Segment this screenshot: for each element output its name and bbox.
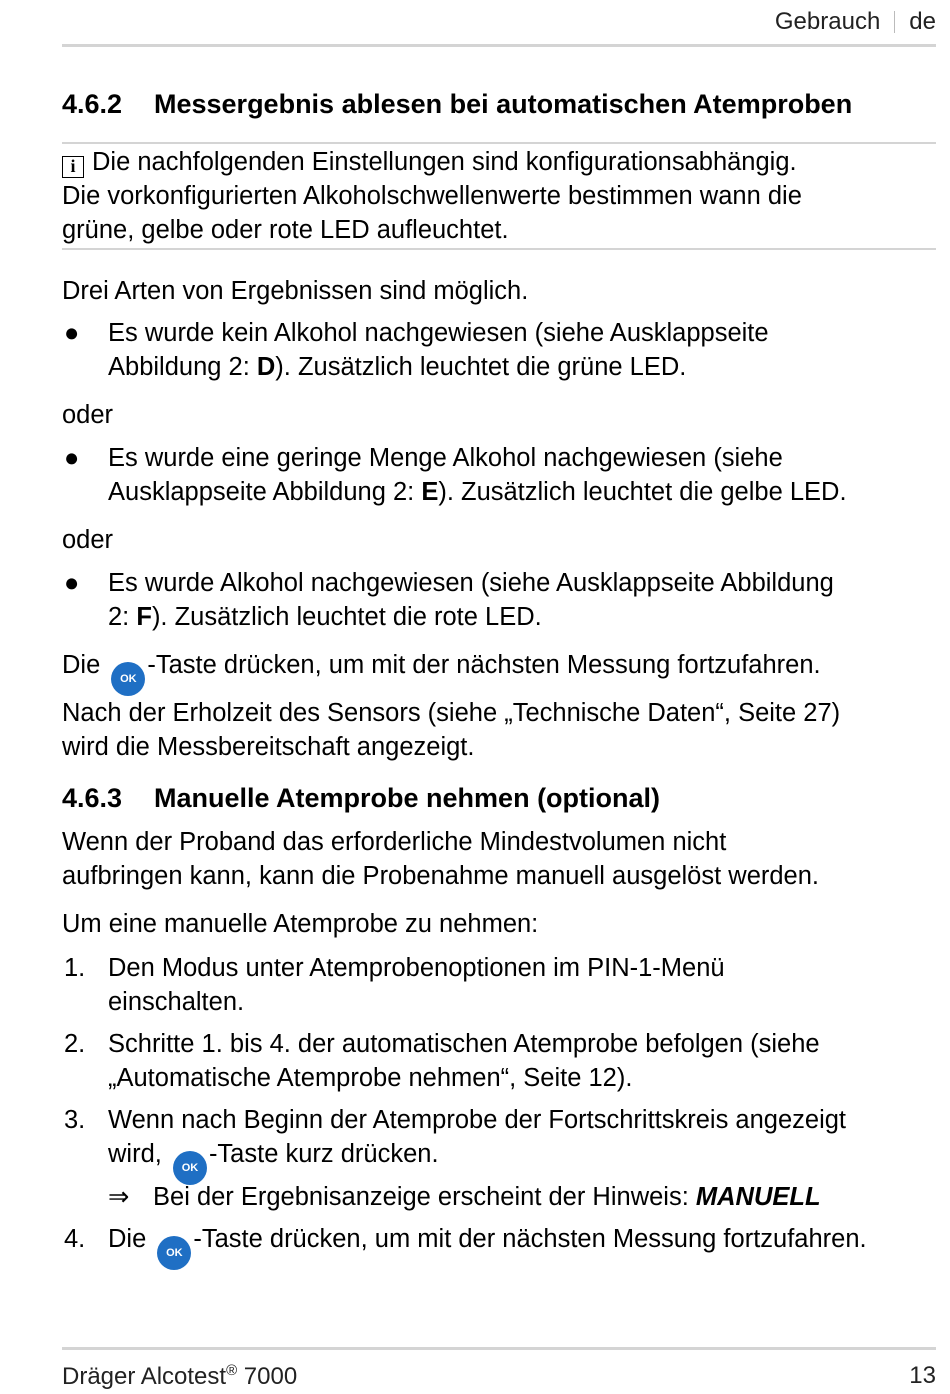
- result-arrow-icon: ⇒: [108, 1183, 130, 1211]
- result-text: Bei der Ergebnisanzeige erscheint der Hinweis:: [153, 1183, 696, 1211]
- results-intro: Drei Arten von Ergebnissen sind möglich.: [62, 277, 529, 305]
- instruction-text: Die: [62, 651, 101, 679]
- header-language: de: [909, 8, 936, 35]
- bullet-text: ). Zusätzlich leuchtet die rote LED.: [151, 603, 542, 631]
- section-heading-462: [62, 89, 852, 120]
- manual-paragraph: [62, 825, 936, 893]
- step-line: „Automatische Atemprobe nehmen“, Seite 12).: [108, 1064, 633, 1092]
- step-line: Schritte 1. bis 4. der automatischen Atemprobe befolgen (siehe: [108, 1030, 820, 1058]
- bullet-text: ). Zusätzlich leuchtet die grüne LED.: [275, 353, 687, 381]
- registered-mark: ®: [226, 1362, 238, 1379]
- bullet-text: 2:: [108, 603, 137, 631]
- figure-letter: E: [421, 478, 439, 506]
- note-line: Die vorkonfigurierten Alkoholschwellenwerte bestimmen wann die: [62, 182, 802, 210]
- steps-intro: Um eine manuelle Atemprobe zu nehmen:: [62, 910, 539, 938]
- bullet-marker: ●: [64, 569, 80, 597]
- step-line: Wenn nach Beginn der Atemprobe der Fortschrittskreis angezeigt: [108, 1106, 847, 1134]
- paragraph-line: aufbringen kann, kann die Probenahme manuell ausgelöst werden.: [62, 862, 820, 890]
- ok-key-icon: OK: [111, 662, 145, 696]
- figure-letter: F: [136, 603, 152, 631]
- step-line: einschalten.: [108, 988, 245, 1016]
- header-section: Gebrauch: [774, 8, 881, 35]
- info-note: [62, 145, 936, 247]
- header-divider: [894, 11, 895, 33]
- paragraph-line: wird die Messbereitschaft angezeigt.: [62, 733, 475, 761]
- footer-product: [62, 1363, 297, 1390]
- recovery-paragraph: [62, 696, 936, 764]
- note-line: Die nachfolgenden Einstellungen sind konfigurationsabhängig.: [92, 148, 797, 176]
- product-name: Dräger Alcotest: [62, 1363, 227, 1390]
- note-line: grüne, gelbe oder rote LED aufleuchtet.: [62, 216, 509, 244]
- paragraph-line: Nach der Erholzeit des Sensors (siehe „Technische Daten“, Seite 27): [62, 699, 841, 727]
- page-number: 13: [909, 1362, 936, 1389]
- bullet-text: Abbildung 2:: [108, 353, 257, 381]
- step-number: 1.: [64, 954, 86, 982]
- page-footer: [62, 1362, 936, 1391]
- step-number: 4.: [64, 1225, 86, 1253]
- step-text: wird,: [108, 1140, 162, 1168]
- figure-letter: D: [256, 353, 276, 381]
- product-model: 7000: [237, 1363, 298, 1390]
- step-number: 3.: [64, 1106, 86, 1134]
- step-text: -Taste drücken, um mit der nächsten Messung fortzufahren.: [193, 1225, 867, 1253]
- bullet-line: Es wurde kein Alkohol nachgewiesen (siehe Ausklappseite: [108, 319, 769, 347]
- info-icon: i: [62, 156, 84, 178]
- manual-page: [62, 0, 936, 1394]
- ok-key-icon: OK: [157, 1236, 191, 1270]
- section-heading-463: [62, 783, 660, 814]
- instruction-text: -Taste drücken, um mit der nächsten Messung fortzufahren.: [147, 651, 821, 679]
- bullet-text: Ausklappseite Abbildung 2:: [108, 478, 422, 506]
- step-text: Die: [108, 1225, 147, 1253]
- step-number: 2.: [64, 1030, 86, 1058]
- section-title: Messergebnis ablesen bei automatischen Atemproben: [154, 89, 853, 119]
- result-emphasis: MANUELL: [695, 1183, 821, 1211]
- bullet-line: Es wurde eine geringe Menge Alkohol nachgewiesen (siehe: [108, 444, 783, 472]
- ok-instruction: [62, 648, 936, 696]
- page-header: [775, 8, 936, 36]
- paragraph-line: Wenn der Proband das erforderliche Mindestvolumen nicht: [62, 828, 727, 856]
- bullet-line: Es wurde Alkohol nachgewiesen (siehe Ausklappseite Abbildung: [108, 569, 834, 597]
- step-text: -Taste kurz drücken.: [208, 1140, 439, 1168]
- note-top-rule: [62, 142, 936, 144]
- footer-rule: [62, 1347, 936, 1350]
- or-label: oder: [62, 526, 114, 554]
- section-number: 4.6.3: [62, 783, 123, 813]
- step-line: Den Modus unter Atemprobenoptionen im PIN-1-Menü: [108, 954, 725, 982]
- section-number: 4.6.2: [62, 89, 123, 119]
- header-rule: [62, 44, 936, 47]
- section-title: Manuelle Atemprobe nehmen (optional): [154, 783, 661, 813]
- or-label: oder: [62, 401, 114, 429]
- note-bottom-rule: [62, 248, 936, 250]
- bullet-text: ). Zusätzlich leuchtet die gelbe LED.: [438, 478, 847, 506]
- bullet-marker: ●: [64, 319, 80, 347]
- ok-key-icon: OK: [173, 1151, 207, 1185]
- bullet-marker: ●: [64, 444, 80, 472]
